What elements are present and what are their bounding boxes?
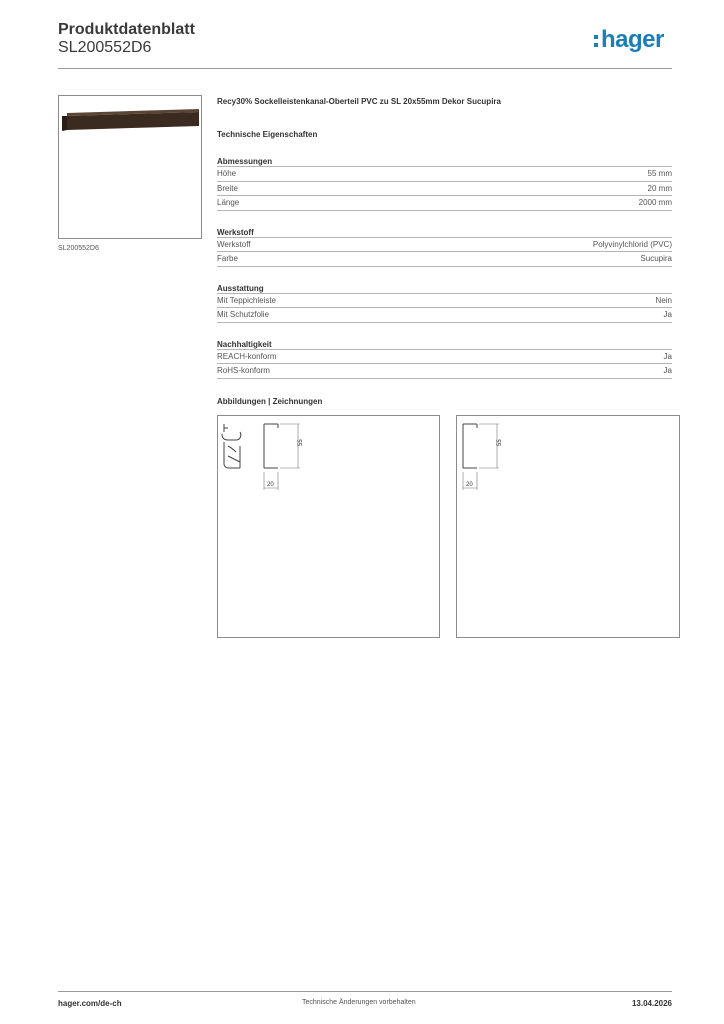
property-value: 20 mm: [647, 183, 672, 193]
section-sustainability: [217, 340, 672, 379]
footer-website[interactable]: hager.com/de-ch: [58, 999, 122, 1008]
property-value: 55 mm: [647, 169, 672, 178]
property-value: 2000 mm: [638, 198, 672, 207]
height-label: 55: [497, 439, 503, 446]
drawings-title: Abbildungen | Zeichnungen: [217, 397, 323, 406]
product-photo: [59, 96, 201, 238]
property-value: Ja: [663, 351, 672, 361]
property-label: RoHS-konform: [217, 366, 270, 375]
footer-note: Technische Änderungen vorbehalten: [302, 999, 416, 1006]
height-dimension-line: [479, 424, 499, 468]
property-row: [217, 167, 672, 182]
height-label: 55: [298, 439, 304, 446]
profile-base-line: [224, 442, 240, 468]
product-image: [58, 95, 202, 239]
product-end-face: [62, 116, 67, 131]
section-title: Werkstoff: [217, 228, 672, 238]
header-divider: [58, 68, 672, 69]
property-row: [217, 308, 672, 323]
property-value: Ja: [663, 366, 672, 375]
property-row: [217, 294, 672, 309]
property-label: Mit Teppichleiste: [217, 295, 276, 305]
tech-properties-title: Technische Eigenschaften: [217, 130, 318, 139]
hager-logo: [594, 26, 664, 54]
property-label: Farbe: [217, 254, 238, 263]
property-value: Ja: [663, 310, 672, 319]
profile-drawing: [457, 416, 679, 637]
property-label: Mit Schutzfolie: [217, 310, 270, 319]
section-title: Abmessungen: [217, 157, 672, 167]
width-label: 20: [267, 482, 274, 488]
assembly-drawing: [218, 416, 439, 637]
height-dimension-line: [280, 424, 300, 468]
section-title: Nachhaltigkeit: [217, 340, 672, 350]
property-row: [217, 350, 672, 365]
profile-cap-line: [222, 424, 241, 440]
property-row: [217, 182, 672, 197]
section-equipment: [217, 284, 672, 323]
property-value: Nein: [655, 295, 672, 305]
logo-dots-icon: [594, 32, 599, 48]
property-value: Sucupira: [640, 254, 672, 263]
property-value: Polyvinylchlorid (PVC): [592, 239, 672, 249]
footer-divider: [58, 991, 672, 992]
section-title: Ausstattung: [217, 284, 672, 294]
property-label: Höhe: [217, 169, 237, 178]
footer-date: 13.04.2026: [631, 999, 672, 1008]
page-title: Produktdatenblatt: [58, 21, 195, 38]
drawing-assembly: [217, 415, 440, 638]
drawing-profile: [456, 415, 680, 638]
property-label: REACH-konform: [217, 351, 277, 361]
product-code: SL200552D6: [58, 39, 152, 56]
image-caption: SL200552D6: [58, 245, 99, 252]
logo-text: hager: [601, 26, 664, 53]
property-row: [217, 364, 672, 379]
profile-outline: [264, 424, 278, 468]
property-label: Breite: [217, 183, 238, 193]
property-row: [217, 196, 672, 211]
product-description: Recy30% Sockelleistenkanal-Oberteil PVC zu SL 20x55mm Dekor Sucupira: [217, 97, 501, 106]
property-row: [217, 252, 672, 267]
section-dimensions: [217, 157, 672, 211]
property-label: Werkstoff: [217, 239, 251, 249]
property-row: [217, 238, 672, 253]
width-label: 20: [466, 482, 473, 488]
property-label: Länge: [217, 198, 240, 207]
product-details: [217, 97, 672, 379]
profile-outline: [463, 424, 477, 468]
section-material: [217, 228, 672, 267]
